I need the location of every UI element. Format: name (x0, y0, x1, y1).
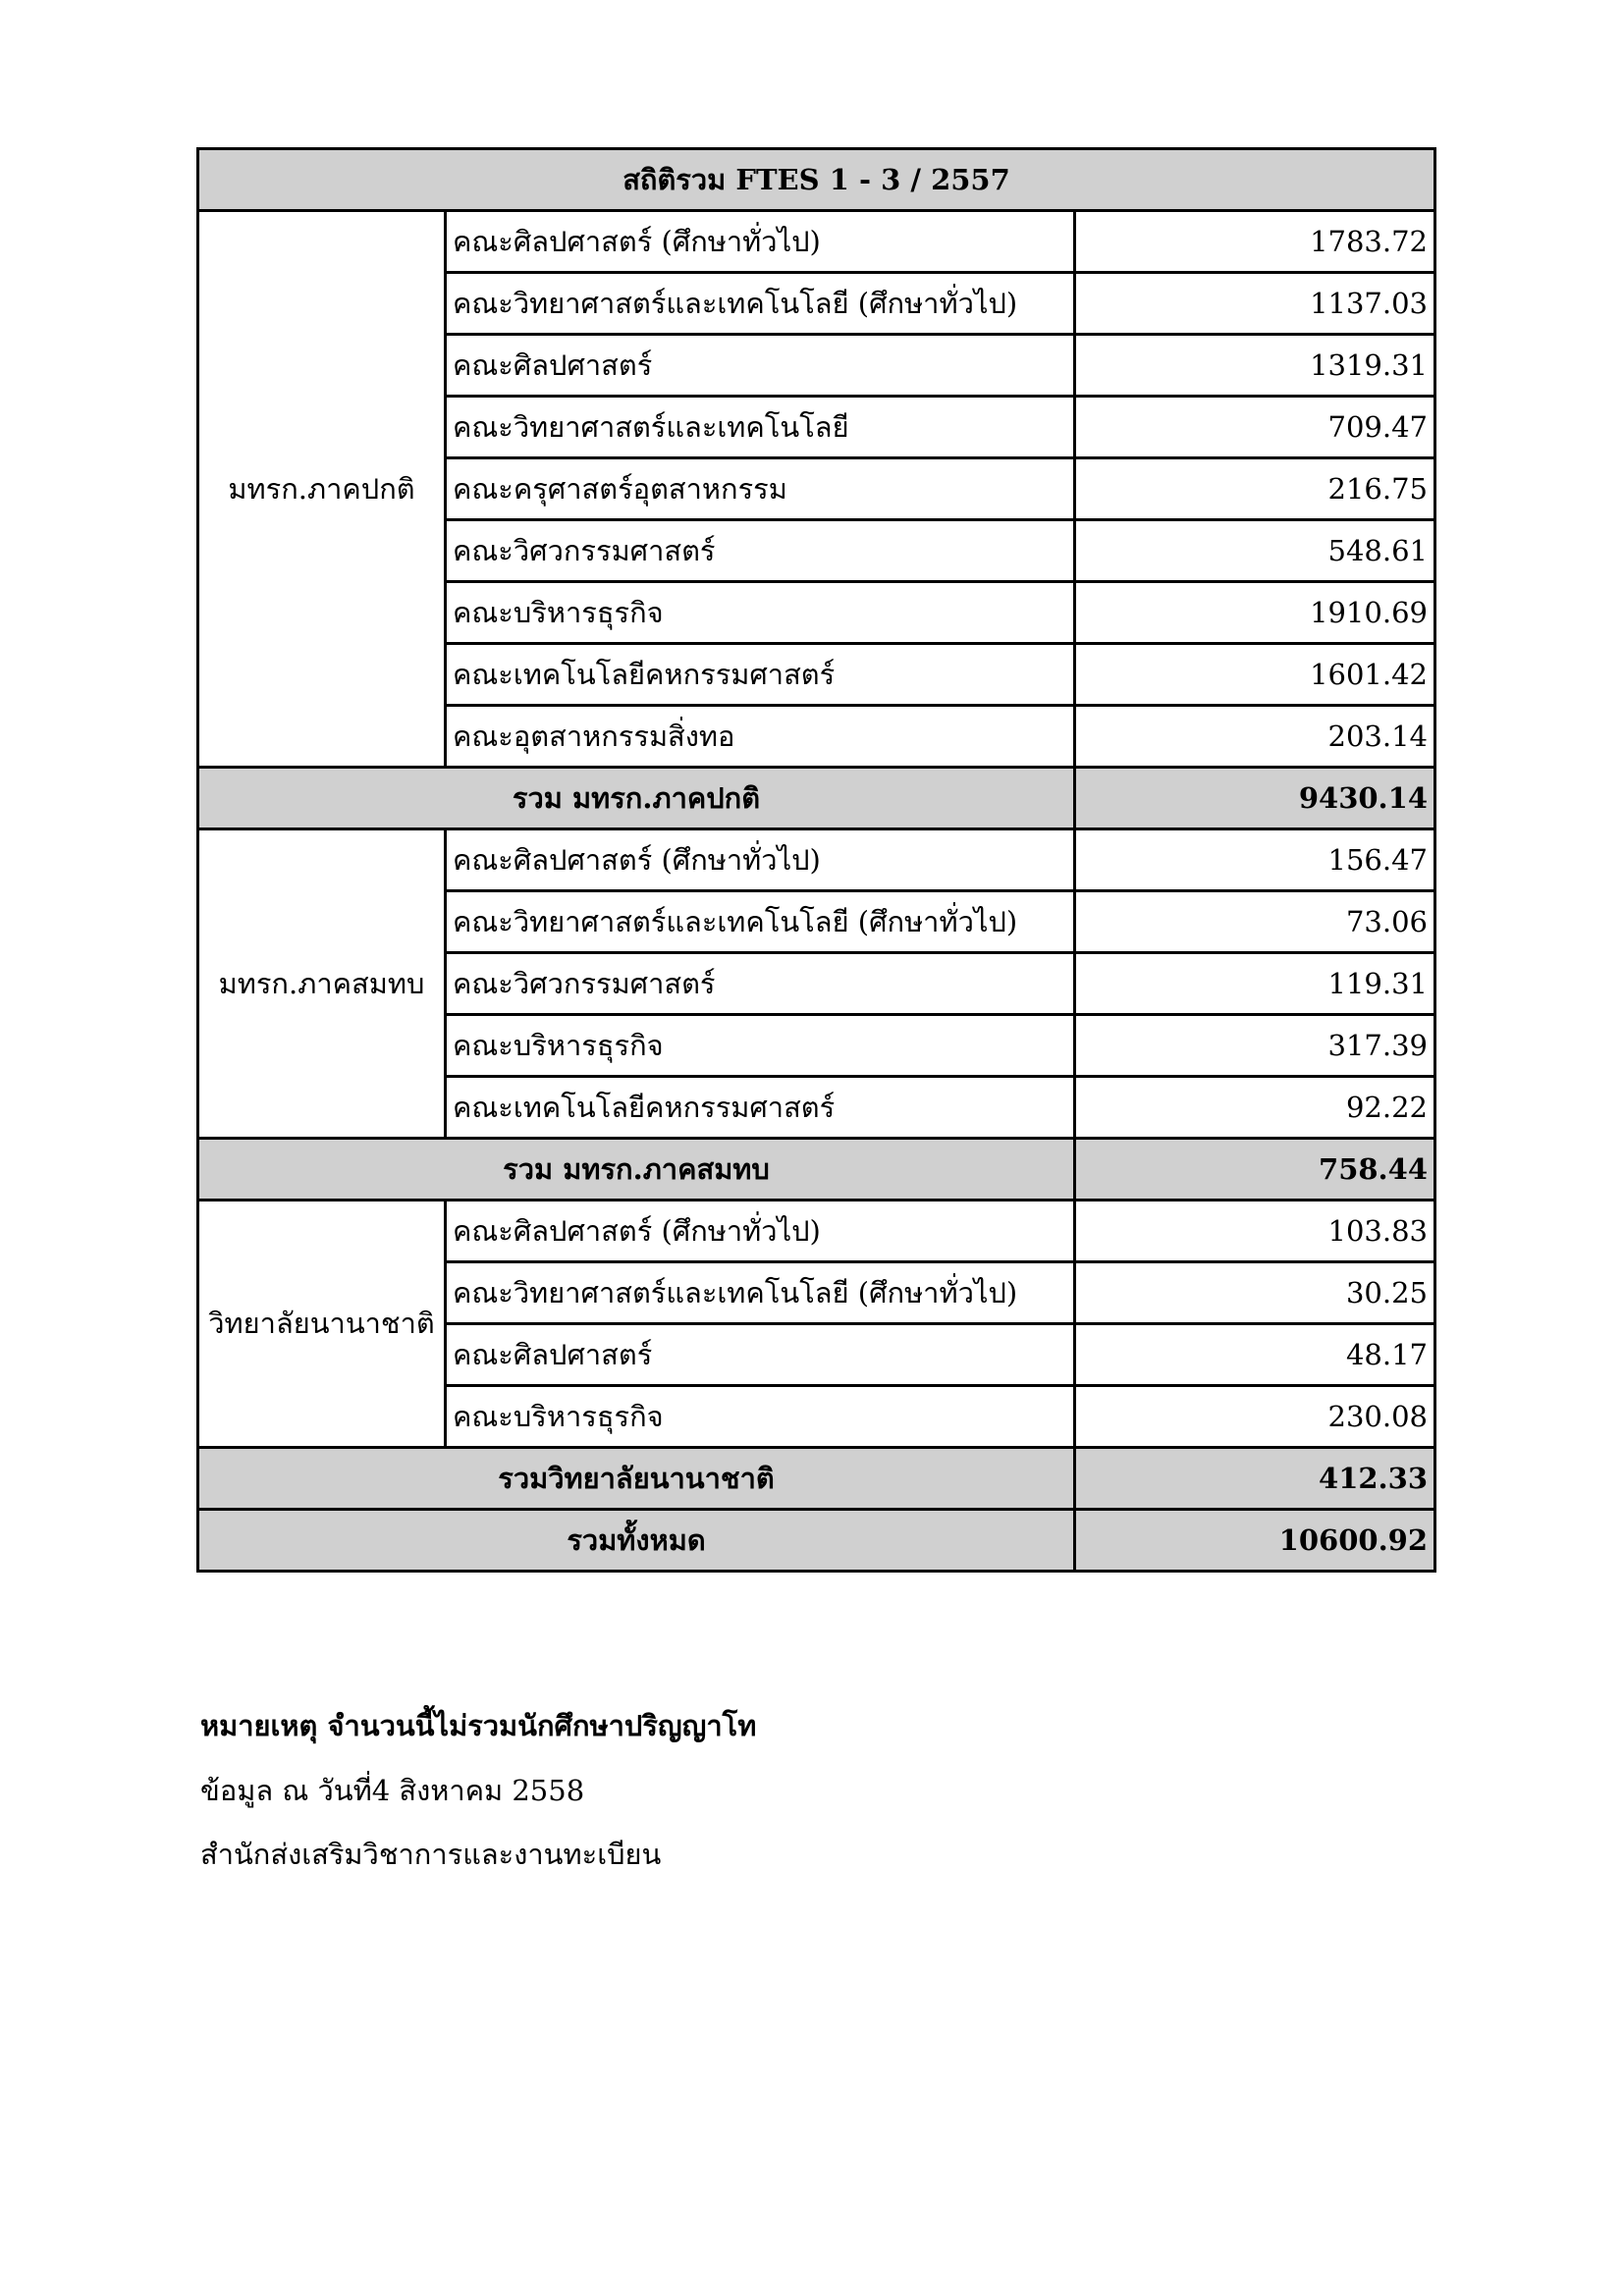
faculty-name: คณะอุตสาหกรรมสิ่งทอ (446, 706, 1075, 768)
ftes-value: 1319.31 (1075, 335, 1435, 397)
table-title: สถิติรวม FTES 1 - 3 / 2557 (198, 149, 1435, 211)
ftes-value: 73.06 (1075, 891, 1435, 953)
ftes-value: 1783.72 (1075, 211, 1435, 273)
faculty-name: คณะศิลปศาสตร์ (ศึกษาทั่วไป) (446, 829, 1075, 891)
table-row (198, 211, 1435, 273)
ftes-value: 156.47 (1075, 829, 1435, 891)
faculty-name: คณะศิลปศาสตร์ (446, 335, 1075, 397)
group-label: มทรก.ภาคปกติ (198, 211, 446, 768)
ftes-value: 230.08 (1075, 1386, 1435, 1448)
faculty-name: คณะบริหารธุรกิจ (446, 1386, 1075, 1448)
notes-section (200, 1708, 756, 1901)
ftes-value: 1910.69 (1075, 582, 1435, 644)
subtotal-value: 9430.14 (1075, 768, 1435, 829)
table-row (198, 829, 1435, 891)
faculty-name: คณะวิทยาศาสตร์และเทคโนโลยี (ศึกษาทั่วไป) (446, 891, 1075, 953)
faculty-name: คณะศิลปศาสตร์ (ศึกษาทั่วไป) (446, 1201, 1075, 1262)
faculty-name: คณะวิศวกรรมศาสตร์ (446, 953, 1075, 1015)
ftes-value: 1137.03 (1075, 273, 1435, 335)
ftes-statistics-table (196, 147, 1436, 1573)
ftes-value: 119.31 (1075, 953, 1435, 1015)
faculty-name: คณะบริหารธุรกิจ (446, 1015, 1075, 1077)
grand-total-row (198, 1510, 1435, 1572)
subtotal-value: 758.44 (1075, 1139, 1435, 1201)
office-note: สำนักส่งเสริมวิชาการและงานทะเบียน (200, 1838, 662, 1872)
subtotal-row (198, 1139, 1435, 1201)
ftes-value: 203.14 (1075, 706, 1435, 768)
ftes-value: 92.22 (1075, 1077, 1435, 1139)
ftes-value: 317.39 (1075, 1015, 1435, 1077)
faculty-name: คณะศิลปศาสตร์ (ศึกษาทั่วไป) (446, 211, 1075, 273)
group-label: มทรก.ภาคสมทบ (198, 829, 446, 1139)
table-row (198, 1201, 1435, 1262)
subtotal-row (198, 768, 1435, 829)
ftes-value: 48.17 (1075, 1324, 1435, 1386)
group-label: วิทยาลัยนานาชาติ (198, 1201, 446, 1448)
faculty-name: คณะวิทยาศาสตร์และเทคโนโลยี (446, 397, 1075, 458)
subtotal-row (198, 1448, 1435, 1510)
ftes-value: 548.61 (1075, 520, 1435, 582)
ftes-value: 709.47 (1075, 397, 1435, 458)
table-title-row (198, 149, 1435, 211)
ftes-value: 103.83 (1075, 1201, 1435, 1262)
grand-total-label: รวมทั้งหมด (198, 1510, 1075, 1572)
faculty-name: คณะบริหารธุรกิจ (446, 582, 1075, 644)
subtotal-label: รวม มทรก.ภาคปกติ (198, 768, 1075, 829)
faculty-name: คณะวิทยาศาสตร์และเทคโนโลยี (ศึกษาทั่วไป) (446, 1262, 1075, 1324)
grand-total-value: 10600.92 (1075, 1510, 1435, 1572)
remark-note: หมายเหตุ จำนวนนี้ไม่รวมนักศึกษาปริญญาโท (200, 1709, 757, 1742)
subtotal-label: รวมวิทยาลัยนานาชาติ (198, 1448, 1075, 1510)
faculty-name: คณะศิลปศาสตร์ (446, 1324, 1075, 1386)
data-date-note: ข้อมูล ณ วันที่4 สิงหาคม 2558 (200, 1773, 585, 1807)
ftes-value: 30.25 (1075, 1262, 1435, 1324)
faculty-name: คณะเทคโนโลยีคหกรรมศาสตร์ (446, 644, 1075, 706)
ftes-value: 216.75 (1075, 458, 1435, 520)
faculty-name: คณะเทคโนโลยีคหกรรมศาสตร์ (446, 1077, 1075, 1139)
subtotal-label: รวม มทรก.ภาคสมทบ (198, 1139, 1075, 1201)
faculty-name: คณะครุศาสตร์อุตสาหกรรม (446, 458, 1075, 520)
faculty-name: คณะวิศวกรรมศาสตร์ (446, 520, 1075, 582)
faculty-name: คณะวิทยาศาสตร์และเทคโนโลยี (ศึกษาทั่วไป) (446, 273, 1075, 335)
ftes-value: 1601.42 (1075, 644, 1435, 706)
subtotal-value: 412.33 (1075, 1448, 1435, 1510)
